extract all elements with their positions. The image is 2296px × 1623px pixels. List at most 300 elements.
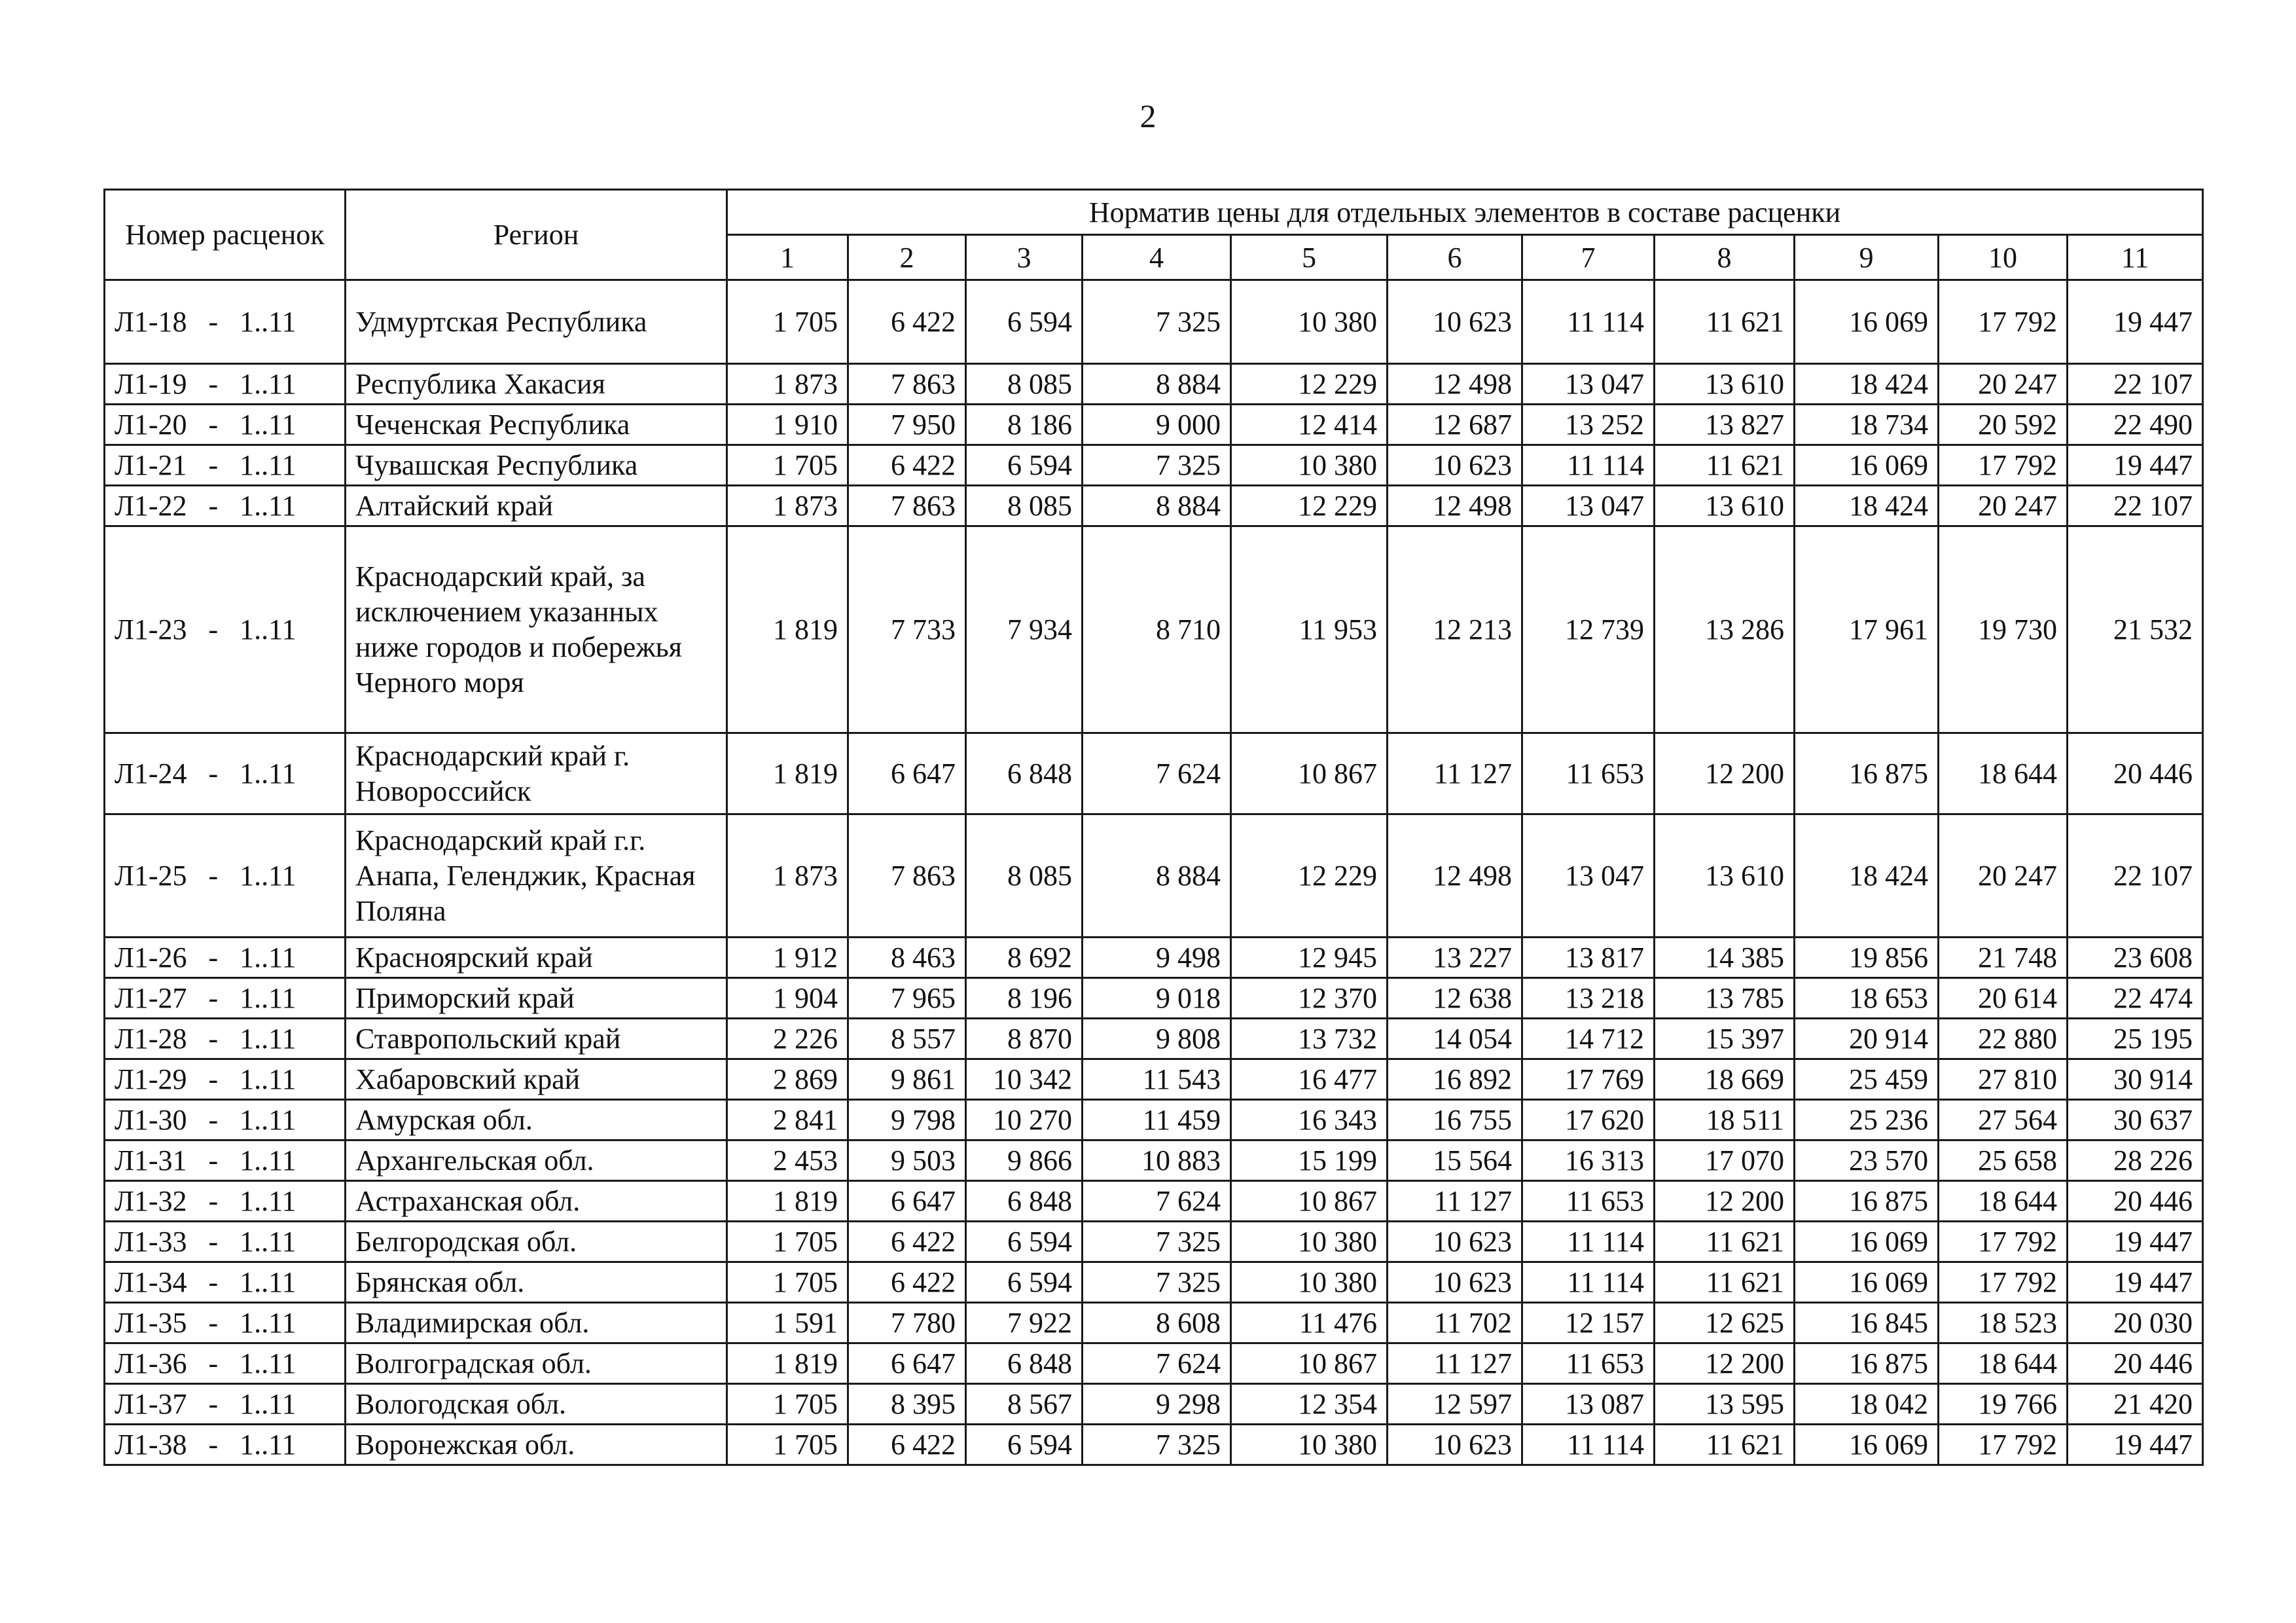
price-value: 16 343: [1231, 1100, 1388, 1140]
price-value: 11 702: [1388, 1303, 1522, 1343]
price-value: 1 904: [727, 978, 848, 1019]
price-value: 12 498: [1388, 814, 1522, 938]
price-value: 7 325: [1083, 1425, 1231, 1465]
rate-code: Л1-24 - 1..11: [105, 733, 346, 814]
region-name: Астраханская обл.: [346, 1181, 727, 1222]
rate-code: Л1-38 - 1..11: [105, 1425, 346, 1465]
price-value: 11 621: [1655, 280, 1795, 364]
price-value: 16 875: [1795, 1181, 1939, 1222]
price-value: 10 623: [1388, 1262, 1522, 1303]
rate-code: Л1-32 - 1..11: [105, 1181, 346, 1222]
price-value: 18 644: [1939, 1181, 2068, 1222]
price-value: 23 570: [1795, 1140, 1939, 1181]
price-value: 12 229: [1231, 364, 1388, 405]
price-value: 16 069: [1795, 1262, 1939, 1303]
price-value: 19 447: [2068, 1222, 2203, 1262]
region-name: Удмуртская Республика: [346, 280, 727, 364]
price-value: 16 069: [1795, 1425, 1939, 1465]
price-value: 16 875: [1795, 733, 1939, 814]
price-value: 12 498: [1388, 364, 1522, 405]
price-value: 20 247: [1939, 814, 2068, 938]
price-value: 11 653: [1522, 1181, 1655, 1222]
price-value: 13 610: [1655, 486, 1795, 526]
price-value: 6 848: [966, 733, 1083, 814]
price-value: 12 687: [1388, 405, 1522, 445]
price-value: 1 591: [727, 1303, 848, 1343]
region-name: Чеченская Республика: [346, 405, 727, 445]
price-value: 28 226: [2068, 1140, 2203, 1181]
price-value: 12 354: [1231, 1384, 1388, 1425]
region-name: Белгородская обл.: [346, 1222, 727, 1262]
region-name: Краснодарский край, за исключением указанных ниже городов и побережья Черного моря: [346, 526, 727, 733]
price-value: 17 961: [1795, 526, 1939, 733]
region-name: Амурская обл.: [346, 1100, 727, 1140]
price-value: 1 873: [727, 364, 848, 405]
header-column-number: 10: [1939, 235, 2068, 280]
price-value: 19 447: [2068, 1425, 2203, 1465]
price-value: 11 127: [1388, 1181, 1522, 1222]
price-value: 10 270: [966, 1100, 1083, 1140]
price-value: 6 422: [848, 280, 966, 364]
table-row: [105, 1343, 2203, 1384]
price-value: 13 610: [1655, 364, 1795, 405]
table-row: [105, 364, 2203, 405]
price-value: 12 625: [1655, 1303, 1795, 1343]
region-name: Хабаровский край: [346, 1059, 727, 1100]
price-value: 13 252: [1522, 405, 1655, 445]
price-value: 6 647: [848, 733, 966, 814]
price-value: 25 195: [2068, 1019, 2203, 1059]
price-value: 18 653: [1795, 978, 1939, 1019]
price-value: 1 705: [727, 280, 848, 364]
price-value: 22 107: [2068, 486, 2203, 526]
price-value: 19 447: [2068, 1262, 2203, 1303]
price-value: 6 594: [966, 1425, 1083, 1465]
price-value: 12 498: [1388, 486, 1522, 526]
price-value: 25 236: [1795, 1100, 1939, 1140]
table-row: [105, 978, 2203, 1019]
rate-code: Л1-19 - 1..11: [105, 364, 346, 405]
price-value: 7 922: [966, 1303, 1083, 1343]
price-value: 6 422: [848, 1222, 966, 1262]
price-value: 7 934: [966, 526, 1083, 733]
table-row: [105, 486, 2203, 526]
region-name: Воронежская обл.: [346, 1425, 727, 1465]
price-value: 10 883: [1083, 1140, 1231, 1181]
table-row: [105, 1059, 2203, 1100]
header-column-number: 1: [727, 235, 848, 280]
price-value: 12 200: [1655, 1181, 1795, 1222]
rate-code: Л1-30 - 1..11: [105, 1100, 346, 1140]
price-value: 20 614: [1939, 978, 2068, 1019]
price-value: 11 621: [1655, 1425, 1795, 1465]
price-value: 8 884: [1083, 814, 1231, 938]
price-value: 13 218: [1522, 978, 1655, 1019]
price-value: 7 624: [1083, 1181, 1231, 1222]
table-row: [105, 526, 2203, 733]
price-value: 6 594: [966, 445, 1083, 486]
price-value: 25 658: [1939, 1140, 2068, 1181]
price-value: 10 380: [1231, 1262, 1388, 1303]
price-value: 1 819: [727, 1181, 848, 1222]
price-value: 12 229: [1231, 814, 1388, 938]
rate-code: Л1-36 - 1..11: [105, 1343, 346, 1384]
table-row: [105, 1303, 2203, 1343]
price-value: 7 624: [1083, 1343, 1231, 1384]
price-value: 11 653: [1522, 733, 1655, 814]
price-value: 1 873: [727, 486, 848, 526]
header-norm: Норматив цены для отдельных элементов в составе расценки: [727, 190, 2203, 235]
price-value: 12 945: [1231, 938, 1388, 978]
price-value: 12 638: [1388, 978, 1522, 1019]
price-value: 13 595: [1655, 1384, 1795, 1425]
price-value: 19 766: [1939, 1384, 2068, 1425]
price-value: 2 841: [727, 1100, 848, 1140]
price-value: 10 342: [966, 1059, 1083, 1100]
table-row: [105, 1384, 2203, 1425]
price-value: 19 856: [1795, 938, 1939, 978]
price-value: 17 792: [1939, 1425, 2068, 1465]
price-value: 11 114: [1522, 1425, 1655, 1465]
price-value: 16 477: [1231, 1059, 1388, 1100]
price-value: 8 710: [1083, 526, 1231, 733]
price-value: 18 424: [1795, 814, 1939, 938]
price-value: 16 755: [1388, 1100, 1522, 1140]
price-value: 12 157: [1522, 1303, 1655, 1343]
price-value: 2 226: [727, 1019, 848, 1059]
price-value: 22 474: [2068, 978, 2203, 1019]
price-value: 19 730: [1939, 526, 2068, 733]
price-value: 1 705: [727, 445, 848, 486]
price-value: 8 692: [966, 938, 1083, 978]
price-value: 10 867: [1231, 733, 1388, 814]
price-value: 30 914: [2068, 1059, 2203, 1100]
price-value: 1 819: [727, 526, 848, 733]
price-value: 9 000: [1083, 405, 1231, 445]
price-value: 8 567: [966, 1384, 1083, 1425]
price-value: 7 780: [848, 1303, 966, 1343]
price-value: 9 018: [1083, 978, 1231, 1019]
price-value: 9 808: [1083, 1019, 1231, 1059]
region-name: Приморский край: [346, 978, 727, 1019]
price-value: 11 621: [1655, 1262, 1795, 1303]
price-value: 6 647: [848, 1343, 966, 1384]
header-column-number: 3: [966, 235, 1083, 280]
price-value: 18 734: [1795, 405, 1939, 445]
price-value: 7 325: [1083, 1222, 1231, 1262]
price-value: 8 463: [848, 938, 966, 978]
price-value: 21 532: [2068, 526, 2203, 733]
price-value: 13 227: [1388, 938, 1522, 978]
table-row: [105, 1181, 2203, 1222]
table-row: [105, 733, 2203, 814]
price-value: 20 592: [1939, 405, 2068, 445]
price-value: 8 608: [1083, 1303, 1231, 1343]
table-row: [105, 1425, 2203, 1465]
price-value: 11 127: [1388, 1343, 1522, 1384]
price-value: 14 712: [1522, 1019, 1655, 1059]
rate-code: Л1-26 - 1..11: [105, 938, 346, 978]
price-value: 8 884: [1083, 364, 1231, 405]
price-value: 11 459: [1083, 1100, 1231, 1140]
price-value: 17 620: [1522, 1100, 1655, 1140]
price-value: 6 848: [966, 1181, 1083, 1222]
header-column-number: 5: [1231, 235, 1388, 280]
price-value: 16 875: [1795, 1343, 1939, 1384]
price-value: 1 819: [727, 733, 848, 814]
price-value: 10 380: [1231, 445, 1388, 486]
price-value: 6 594: [966, 280, 1083, 364]
price-value: 1 705: [727, 1262, 848, 1303]
header-column-number: 8: [1655, 235, 1795, 280]
region-name: Ставропольский край: [346, 1019, 727, 1059]
price-value: 9 861: [848, 1059, 966, 1100]
price-value: 17 769: [1522, 1059, 1655, 1100]
price-value: 12 739: [1522, 526, 1655, 733]
rate-code: Л1-27 - 1..11: [105, 978, 346, 1019]
rate-code: Л1-33 - 1..11: [105, 1222, 346, 1262]
table-row: [105, 814, 2203, 938]
price-value: 12 200: [1655, 733, 1795, 814]
price-value: 10 380: [1231, 1222, 1388, 1262]
price-value: 13 286: [1655, 526, 1795, 733]
price-value: 20 446: [2068, 1181, 2203, 1222]
rate-code: Л1-35 - 1..11: [105, 1303, 346, 1343]
price-norm-table: [103, 189, 2204, 1466]
price-value: 1 705: [727, 1222, 848, 1262]
table-row: [105, 1262, 2203, 1303]
price-value: 14 054: [1388, 1019, 1522, 1059]
price-value: 25 459: [1795, 1059, 1939, 1100]
price-value: 17 070: [1655, 1140, 1795, 1181]
price-value: 13 817: [1522, 938, 1655, 978]
price-value: 7 965: [848, 978, 966, 1019]
price-value: 17 792: [1939, 280, 2068, 364]
price-value: 16 069: [1795, 1222, 1939, 1262]
price-value: 20 446: [2068, 733, 2203, 814]
price-value: 15 199: [1231, 1140, 1388, 1181]
price-value: 7 733: [848, 526, 966, 733]
price-value: 11 114: [1522, 445, 1655, 486]
price-value: 12 200: [1655, 1343, 1795, 1384]
price-value: 11 114: [1522, 1222, 1655, 1262]
price-value: 30 637: [2068, 1100, 2203, 1140]
region-name: Красноярский край: [346, 938, 727, 978]
table-row: [105, 445, 2203, 486]
rate-code: Л1-29 - 1..11: [105, 1059, 346, 1100]
rate-code: Л1-25 - 1..11: [105, 814, 346, 938]
region-name: Владимирская обл.: [346, 1303, 727, 1343]
price-value: 7 325: [1083, 280, 1231, 364]
table-row: [105, 1222, 2203, 1262]
price-value: 8 186: [966, 405, 1083, 445]
header-column-number: 4: [1083, 235, 1231, 280]
region-name: Брянская обл.: [346, 1262, 727, 1303]
region-name: Краснодарский край г. Новороссийск: [346, 733, 727, 814]
price-value: 23 608: [2068, 938, 2203, 978]
price-value: 16 845: [1795, 1303, 1939, 1343]
price-value: 18 424: [1795, 364, 1939, 405]
price-value: 12 213: [1388, 526, 1522, 733]
header-column-number: 9: [1795, 235, 1939, 280]
region-name: Алтайский край: [346, 486, 727, 526]
price-value: 6 594: [966, 1222, 1083, 1262]
price-value: 27 810: [1939, 1059, 2068, 1100]
price-value: 15 564: [1388, 1140, 1522, 1181]
price-value: 18 644: [1939, 1343, 2068, 1384]
price-value: 11 621: [1655, 1222, 1795, 1262]
price-value: 22 107: [2068, 814, 2203, 938]
price-value: 9 498: [1083, 938, 1231, 978]
price-value: 8 870: [966, 1019, 1083, 1059]
price-value: 14 385: [1655, 938, 1795, 978]
rate-code: Л1-31 - 1..11: [105, 1140, 346, 1181]
price-value: 9 866: [966, 1140, 1083, 1181]
header-code: Номер расценок: [105, 190, 346, 280]
price-value: 1 910: [727, 405, 848, 445]
region-name: Чувашская Республика: [346, 445, 727, 486]
price-value: 7 863: [848, 364, 966, 405]
price-value: 22 107: [2068, 364, 2203, 405]
price-value: 27 564: [1939, 1100, 2068, 1140]
price-value: 6 422: [848, 1262, 966, 1303]
price-value: 20 247: [1939, 364, 2068, 405]
price-value: 7 325: [1083, 1262, 1231, 1303]
rate-code: Л1-28 - 1..11: [105, 1019, 346, 1059]
region-name: Волгоградская обл.: [346, 1343, 727, 1384]
price-value: 18 424: [1795, 486, 1939, 526]
price-value: 13 087: [1522, 1384, 1655, 1425]
price-value: 13 047: [1522, 814, 1655, 938]
price-value: 11 543: [1083, 1059, 1231, 1100]
price-value: 1 873: [727, 814, 848, 938]
table-row: [105, 280, 2203, 364]
price-value: 1 819: [727, 1343, 848, 1384]
price-value: 12 597: [1388, 1384, 1522, 1425]
price-value: 20 247: [1939, 486, 2068, 526]
price-value: 10 623: [1388, 280, 1522, 364]
price-value: 11 114: [1522, 1262, 1655, 1303]
price-value: 9 298: [1083, 1384, 1231, 1425]
price-value: 16 313: [1522, 1140, 1655, 1181]
price-value: 18 511: [1655, 1100, 1795, 1140]
table-row: [105, 1019, 2203, 1059]
header-column-number: 6: [1388, 235, 1522, 280]
price-value: 13 047: [1522, 486, 1655, 526]
region-name: Краснодарский край г.г. Анапа, Геленджик, Красная Поляна: [346, 814, 727, 938]
price-value: 1 705: [727, 1425, 848, 1465]
price-value: 8 085: [966, 814, 1083, 938]
price-value: 7 950: [848, 405, 966, 445]
table-row: [105, 1140, 2203, 1181]
price-value: 22 490: [2068, 405, 2203, 445]
price-value: 19 447: [2068, 280, 2203, 364]
table-row: [105, 405, 2203, 445]
price-value: 20 030: [2068, 1303, 2203, 1343]
price-value: 21 748: [1939, 938, 2068, 978]
price-value: 6 594: [966, 1262, 1083, 1303]
region-name: Вологодская обл.: [346, 1384, 727, 1425]
price-value: 7 325: [1083, 445, 1231, 486]
price-value: 13 827: [1655, 405, 1795, 445]
price-value: 8 196: [966, 978, 1083, 1019]
price-value: 10 623: [1388, 1222, 1522, 1262]
price-value: 10 623: [1388, 1425, 1522, 1465]
price-value: 20 446: [2068, 1343, 2203, 1384]
price-value: 11 621: [1655, 445, 1795, 486]
price-value: 13 047: [1522, 364, 1655, 405]
price-value: 11 476: [1231, 1303, 1388, 1343]
price-value: 16 892: [1388, 1059, 1522, 1100]
rate-code: Л1-34 - 1..11: [105, 1262, 346, 1303]
rate-code: Л1-20 - 1..11: [105, 405, 346, 445]
price-value: 11 114: [1522, 280, 1655, 364]
price-value: 10 380: [1231, 1425, 1388, 1465]
price-value: 12 414: [1231, 405, 1388, 445]
header-region: Регион: [346, 190, 727, 280]
price-value: 7 863: [848, 814, 966, 938]
price-value: 17 792: [1939, 1262, 2068, 1303]
header-column-number: 7: [1522, 235, 1655, 280]
price-value: 20 914: [1795, 1019, 1939, 1059]
header-column-number: 11: [2068, 235, 2203, 280]
price-value: 6 647: [848, 1181, 966, 1222]
region-name: Республика Хакасия: [346, 364, 727, 405]
price-value: 12 229: [1231, 486, 1388, 526]
table-row: [105, 938, 2203, 978]
price-value: 7 624: [1083, 733, 1231, 814]
price-value: 18 042: [1795, 1384, 1939, 1425]
price-value: 13 610: [1655, 814, 1795, 938]
region-name: Архангельская обл.: [346, 1140, 727, 1181]
page-number: 2: [1139, 98, 1157, 134]
price-value: 19 447: [2068, 445, 2203, 486]
price-value: 17 792: [1939, 445, 2068, 486]
table-row: [105, 1100, 2203, 1140]
price-value: 2 869: [727, 1059, 848, 1100]
price-value: 18 669: [1655, 1059, 1795, 1100]
price-value: 1 912: [727, 938, 848, 978]
price-value: 18 523: [1939, 1303, 2068, 1343]
price-value: 13 785: [1655, 978, 1795, 1019]
price-value: 6 848: [966, 1343, 1083, 1384]
price-value: 8 557: [848, 1019, 966, 1059]
price-value: 2 453: [727, 1140, 848, 1181]
rate-code: Л1-22 - 1..11: [105, 486, 346, 526]
price-value: 18 644: [1939, 733, 2068, 814]
rate-code: Л1-37 - 1..11: [105, 1384, 346, 1425]
price-value: 11 953: [1231, 526, 1388, 733]
rate-code: Л1-18 - 1..11: [105, 280, 346, 364]
price-value: 15 397: [1655, 1019, 1795, 1059]
price-value: 8 085: [966, 364, 1083, 405]
price-value: 16 069: [1795, 280, 1939, 364]
price-value: 10 380: [1231, 280, 1388, 364]
price-value: 21 420: [2068, 1384, 2203, 1425]
price-value: 22 880: [1939, 1019, 2068, 1059]
price-value: 9 798: [848, 1100, 966, 1140]
price-value: 7 863: [848, 486, 966, 526]
price-value: 10 867: [1231, 1181, 1388, 1222]
price-value: 12 370: [1231, 978, 1388, 1019]
price-value: 17 792: [1939, 1222, 2068, 1262]
price-value: 8 395: [848, 1384, 966, 1425]
price-value: 13 732: [1231, 1019, 1388, 1059]
price-value: 8 884: [1083, 486, 1231, 526]
price-value: 8 085: [966, 486, 1083, 526]
price-value: 10 867: [1231, 1343, 1388, 1384]
price-value: 6 422: [848, 1425, 966, 1465]
